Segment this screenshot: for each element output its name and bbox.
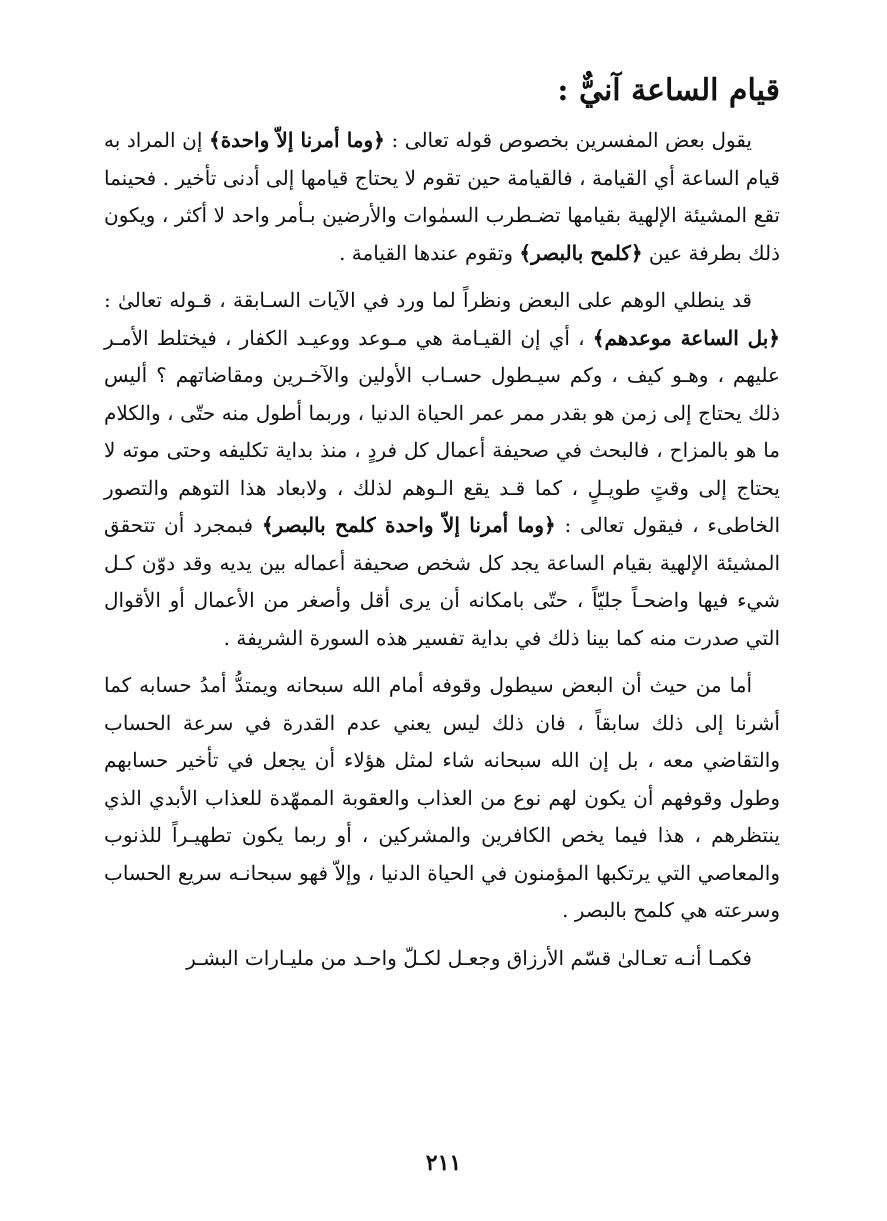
- section-heading: قيام الساعة آنيٌّ :: [557, 73, 780, 108]
- page-number: ٢١١: [425, 1150, 462, 1176]
- paragraph-2-text-3: فبمجرد أن تتحقق المشيئة الإلهية بقيام الساعة يجد كل شخص صحيفة أعماله بين يديه وقد دوّن كـل شيء فيها واضحـاً جليّاً ، حتّى بامكانه أن يرى أقل وأصغر من الأعمال أو الأقوال التي صدرت منه كما بينا ذلك في بداية تفسير هذه السورة الشريفة .: [104, 513, 780, 650]
- paragraph-3: [104, 667, 780, 930]
- book-page: [104, 68, 780, 987]
- quran-quote: ﴿وما أمرنا إلاّ واحدة﴾: [208, 128, 385, 152]
- paragraph-3-text-1: أما من حيث أن البعض سيطول وقوفه أمام الله سبحانه ويمتدُّ أمدُ حسابه كما أشرنا إلى ذلك سابقاً ، فان ذلك ليس يعني عدم القدرة في سرعة الحساب والتقاضي معه ، بل إن الله سبحانه شاء لمثل هؤلاء أن يجعل في تأخير حسابهم وطول وقوفهم أن يكون لهم نوع من العذاب والعقوبة الممهّدة للعذاب الأبدي الذي ينتظرهم ، هذا فيما يخص الكافرين والمشركين ، أو ربما يكون تطهيـراً للذنوب والمعاصي التي يرتكبها المؤمنون في الحياة الدنيا ، وإلاّ فهو سبحانـه سريع الحساب وسرعته هي كلمح بالبصر .: [104, 673, 780, 922]
- paragraph-1-text-1: يقول بعض المفسرين بخصوص قوله تعالى :: [384, 128, 752, 152]
- quran-quote: ﴿كلمح بالبصر﴾: [519, 240, 643, 265]
- paragraph-2-text-2: ، أي إن القيـامة هي مـوعد ووعيـد الكفار ، فيختلط الأمـر عليهم ، وهـو كيف ، وكم سيـطول حسـاب الأولين والآخـرين ومقاضاتهم ؟ أليس ذلك يحتاج إلى زمن هو بقدر ممر عمر الحياة الدنيا ، وربما أطول منه حتّى ، والكلام ما هو بالمزاح ، فالبحث في صحيفة أعمال كل فردٍ ، منذ بداية تكليفه وحتى موته لا يحتاج إلى وقتٍ طويـلٍ ، كما قـد يقع الـوهم لذلك ، ولابعاد هذا التوهم والتصور الخاطىء ، فيقول تعالى :: [104, 325, 781, 537]
- paragraph-4-text-1: فكمـا أنـه تعـالىٰ قسّم الأرزاق وجعـل لكـلّ واحـد من مليـارات البشـر: [186, 945, 752, 970]
- paragraph-1-text-3: وتقوم عندها القيامة .: [339, 240, 520, 265]
- paragraph-1-text-2: إن المراد به قيام الساعة أي القيامة ، فالقيامة حين تقوم لا يحتاج قيامها إلى أدنى تأخير . فحينما تقع المشيئة الإلهية بقيامها تضـطرب السمٰوات والأرضين بـأمر واحد لا أكثر ، ويكون ذلك بطرفة عين: [104, 128, 780, 265]
- paragraph-1: [104, 122, 780, 272]
- quran-quote: ﴿بل الساعة موعدهم﴾: [592, 325, 780, 350]
- quran-quote: ﴿وما أمرنا إلاّ واحدة كلمح بالبصر﴾: [261, 513, 556, 537]
- paragraph-4: [104, 940, 780, 978]
- paragraph-2: [104, 282, 780, 657]
- paragraph-2-text-1: قد ينطلي الوهم على البعض ونظراً لما ورد في الآيات السـابقة ، قـوله تعالىٰ :: [104, 288, 752, 312]
